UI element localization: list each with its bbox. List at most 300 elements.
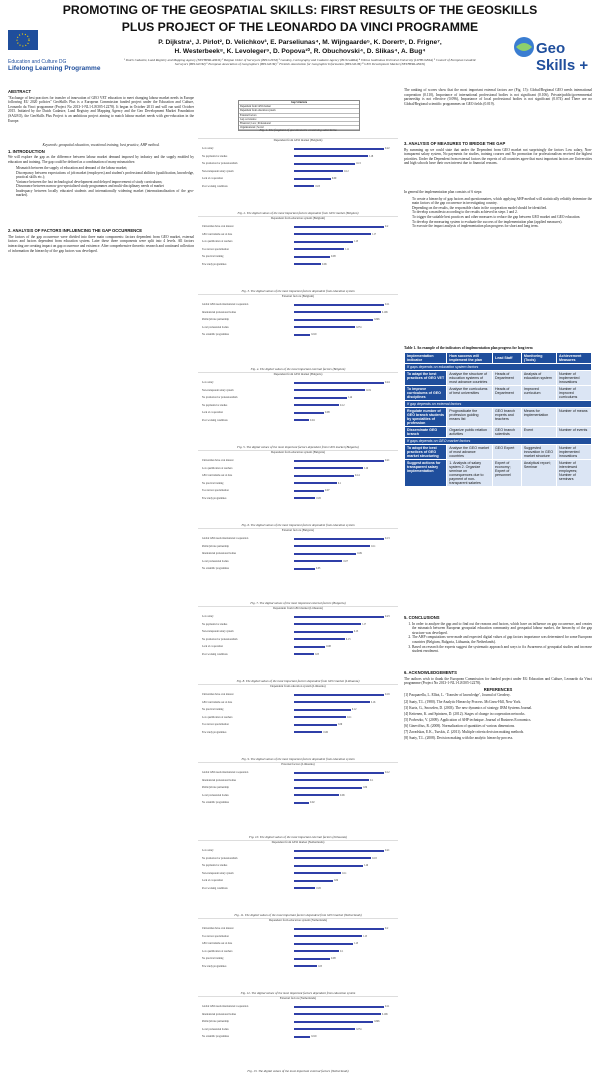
geoskills-logo-text: Geo Skills + <box>536 40 589 74</box>
table-cell: Heads of Department <box>493 386 522 401</box>
implementation-table <box>404 352 592 487</box>
chart-caption: Fig. 13. The digital values of the most important external factors (Netherlands) <box>247 1069 349 1073</box>
bar-value-label: 0.08 <box>325 411 330 414</box>
keywords: Keywords: geospatial education, vocational training, best practice, AHP method. <box>42 143 160 148</box>
bar <box>294 731 322 733</box>
bar-value-label: 0.106 <box>381 310 388 314</box>
table-row <box>405 427 592 438</box>
right-column-top <box>404 88 592 298</box>
table-row <box>405 408 592 427</box>
bar <box>294 772 384 774</box>
bar-value-label: 0.12 <box>385 771 390 774</box>
bar-value-label: 0.2 <box>385 927 389 930</box>
reference: [8] Saaty, T.L. (2008). Decision making with the analytic hierarchy process. <box>404 736 514 741</box>
bar-label: Low qualification of teachers <box>202 240 233 243</box>
bar-label: Too narrow specialisation <box>202 489 229 492</box>
bar-label: Too narrow specialisation <box>202 247 229 251</box>
bar-label: No scientific programmes <box>202 333 229 336</box>
bar-value-label: 0.09 <box>331 177 337 180</box>
bar <box>294 233 371 235</box>
table-header: Monitoring (Tools) <box>521 353 556 364</box>
fragment-row: Dependent from GEO market <box>239 105 359 109</box>
bar-value-label: 0.09 <box>357 552 362 555</box>
chart-3 <box>198 294 398 371</box>
table-cell: To adopt the best practices of GEO market structuring <box>405 445 447 460</box>
bar-label: No scientific programmes <box>202 801 229 804</box>
refs-heading: REFERENCES <box>483 686 513 692</box>
bar-value-label: 0.096 <box>373 318 380 321</box>
bar-value-label: 0.09 <box>337 723 343 726</box>
bar <box>294 170 343 172</box>
bar-label: Universities have own interest <box>202 225 234 228</box>
table-row <box>405 445 592 460</box>
table-header: How success will implement the plan <box>447 353 493 364</box>
bar-value-label: 0.05 <box>314 652 320 656</box>
bar <box>294 701 370 703</box>
bar-value-label: 0.11 <box>385 1005 390 1008</box>
title-line-1: PROMOTING OF THE GEOSPATIAL SKILLS: FIRST RESULTS OF THE GEOSKILLS <box>62 3 538 17</box>
table-cell: Number of means <box>556 408 591 427</box>
intro-text: We will explore the gap as the difference between labour market demand imposed by industry and the supply enabled by education and training. The gap could be defined as a combination of many mismatches: <box>8 155 194 164</box>
bar <box>294 965 317 967</box>
bar <box>294 1021 373 1023</box>
bar <box>294 419 309 421</box>
bar <box>294 397 347 399</box>
bar-value-label: 0.11 <box>344 247 349 251</box>
bar-label: Universities have own interest <box>202 459 234 462</box>
bar-label: Non-transparent salary system <box>202 630 234 633</box>
bar-value-label: 0.06 <box>323 730 328 734</box>
bar <box>294 616 384 618</box>
bar <box>294 155 368 157</box>
table-cell: Heads of Department <box>493 371 522 386</box>
table-cell: Analysis of education system <box>521 371 556 386</box>
table-cell: Improved curriculum <box>521 386 556 401</box>
bar-label: Low salary <box>202 147 214 150</box>
bar <box>294 568 315 570</box>
table-cell: Regulate number of GEO branch students by specialties of profession <box>405 408 447 427</box>
fragment-row: Dependent from education system <box>239 109 359 113</box>
table-cell: GEO branch experts and teachers <box>493 408 522 427</box>
bar-value-label: 0.14 <box>355 474 360 477</box>
bar-label: Universities have own interest <box>202 693 234 696</box>
bar-value-label: 0.07 <box>343 559 348 563</box>
bar-value-label: 0.05 <box>316 496 321 500</box>
chart-8 <box>198 684 398 761</box>
bar-value-label: 0.11 <box>371 544 376 548</box>
bar-label: Lack of cooperation <box>202 411 223 414</box>
bar-label: Non-transparent salary system <box>202 871 234 875</box>
bar-value-label: 0.15 <box>353 630 359 633</box>
bar-value-label: 0.21 <box>385 849 390 852</box>
bar <box>294 560 342 562</box>
bar <box>294 850 384 852</box>
table-header-row <box>405 353 592 364</box>
chart-caption: Fig. 7. The digital values of the most important external factors (Bulgaria) <box>250 601 346 605</box>
list-item: 2. The AHP computations were made and expected digital values of gap factors importance was determined for some European countries (Belgium, Bulgaria, Lithuania, the Netherlands). <box>412 635 592 644</box>
bar-label: Global GEO needs international cooperation <box>202 771 249 774</box>
chart-caption: Fig. 12. The digital values of the most important factors dependent from education system <box>240 991 356 995</box>
questionnaire-fragment <box>238 100 360 131</box>
bar-label: Low salary <box>202 615 214 618</box>
bar-value-label: 0.019 <box>310 1035 317 1038</box>
bar <box>294 311 381 313</box>
table-cell: Event <box>521 427 556 438</box>
reference: [1] Pasquarella, L. Elliot, L. ‘Transfer of knowledge’, Journal of Geodesy. <box>404 693 511 698</box>
bar <box>294 1006 384 1008</box>
bar-value-label: 0.074 <box>355 325 362 329</box>
list-item: • Discrepancy between expectations of job market (employers) and student's professional abilities (qualification, knowledge, practical skills etc.); <box>16 171 194 180</box>
bar-value-label: 0.22 <box>385 147 390 150</box>
ack-heading: 6. ACKNOWLEDGEMENTS <box>404 670 457 676</box>
table-cell: Number of implemented innovations <box>556 445 591 460</box>
bar-value-label: 0.019 <box>310 333 317 336</box>
bar-label: Poor working conditions <box>202 886 228 890</box>
bar <box>294 802 309 804</box>
bar-label: GEO curriculums out of date <box>202 700 233 704</box>
chart-title: Dependent from GEO market (Belgium) <box>273 138 323 142</box>
list-item: • Variance between the fast technological development and delayed improvement of study curriculums; <box>16 180 194 185</box>
bar <box>294 653 314 655</box>
table-cell: Number of implemented innovations <box>556 371 591 386</box>
table-caption: Table 1. An example of the indicators of implementation plan progress for long term <box>404 346 533 350</box>
bar <box>294 460 384 462</box>
fragment-title: Gap Structure <box>239 101 359 105</box>
bar-label: GEO curriculums out of date <box>202 942 233 945</box>
bar <box>294 538 384 540</box>
list-item: • Mismatch between the supply of education and demand of the labour market; <box>16 166 194 171</box>
bar-label: Global GEO needs international cooperation <box>202 303 249 306</box>
chart-6 <box>198 528 398 605</box>
right-column-bottom <box>404 614 592 1088</box>
bar-value-label: 0.05 <box>316 886 321 890</box>
bar-value-label: 0.23 <box>385 615 390 618</box>
bar <box>294 1036 310 1038</box>
ack-text: The authors wish to thank the European Commission for funded project under EG Education and Culture, Leonardo da Vinci programme (Project No 2013-1-NL1-LEO05-12278). <box>404 676 592 686</box>
bar-value-label: 0.106 <box>381 1012 388 1016</box>
table-cell: Number of events <box>556 427 591 438</box>
bar-value-label: 0.05 <box>315 184 320 188</box>
bar <box>294 404 339 406</box>
bar-label: Poor working conditions <box>202 184 228 188</box>
chart-title: Dependent from education system (Belgium) <box>270 216 326 220</box>
globe-icon <box>512 34 536 60</box>
table-cell: Prognosticate the profession guiding means list <box>447 408 493 427</box>
bar-label: Low qualification of teachers <box>202 949 233 953</box>
table-group-label: If gap depends on external factors <box>405 401 592 408</box>
bar-label: Low salary <box>202 849 214 852</box>
bar <box>294 256 330 258</box>
conclusions-heading: 5. CONCLUSIONS <box>404 615 440 620</box>
reference: [5] Podvezko, V. (2009). Application of AHP technique. Journal of Business Economics. <box>404 717 532 722</box>
chart-title: Dependent from GEO market (Netherlands) <box>271 840 325 844</box>
reference: [3] Kurtz, G., Snowden, D. (2003). The new dynamics of strategy. IBM Systems Journal. <box>404 705 533 710</box>
chart-title: External factors (Bulgaria) <box>281 528 315 532</box>
bar-label: Few study programmes <box>202 496 227 500</box>
bar-label: Local professional bodies <box>202 325 229 329</box>
bar-label: Local professional bodies <box>202 559 229 563</box>
bar <box>294 1013 381 1015</box>
bar-value-label: 0.07 <box>325 489 330 492</box>
bar <box>294 334 310 336</box>
fragment-row: Organizational | Social <box>239 126 359 130</box>
bar-value-label: 0.17 <box>371 232 377 236</box>
bar <box>294 787 362 789</box>
bar-value-label: 0.16 <box>363 864 369 867</box>
table-cell: Number of interviewed employees; Number of seminars <box>556 460 591 487</box>
eu-logo-bottom-text: Lifelong Learning Programme <box>8 65 101 72</box>
chart-title: Dependent from education system (Netherlands) <box>268 918 328 922</box>
table-group-label: If gaps depends on GEO market factors <box>405 438 592 445</box>
bar <box>294 148 384 150</box>
mismatch-list <box>16 166 194 198</box>
bar-label: Global GEO needs international cooperation <box>202 537 249 540</box>
bar-value-label: 0.03 <box>315 567 321 570</box>
bar-label: No scientific programmes <box>202 567 229 570</box>
table-cell: To improve curriculums of GEO disciplines <box>405 386 447 401</box>
bar <box>294 694 384 696</box>
bar-label: Low qualification of teachers <box>202 466 233 470</box>
bar-label: No practical training <box>202 255 224 258</box>
affiliations: ¹ Dutch Cadastre, Land Registry and Mapping Agency (NETHERLANDS) ² Belgian Order of Surveyors (BELGIUM) ³ Geodesy, Cartography and Cadastre Agency (BULGARIA) ⁴ Vilnius Gediminas Technical University (LITHUANIA) ⁵ Council of European Geodetic Surveyors (BELGIUM) ⁶ European Association of Geographers (BELGIUM) ⁷ Flemish Association for Geographic Information (BELGIUM) ⁸ GEO Development Market (NETHERLANDS) <box>123 58 477 67</box>
bar <box>294 475 354 477</box>
bar-value-label: 0.13 <box>353 240 359 243</box>
bar <box>294 545 370 547</box>
bar-label: Lack of cooperation <box>202 879 223 882</box>
bar-label: GEO curriculums out of date <box>202 474 233 477</box>
steps-list <box>412 197 592 229</box>
bar-label: Lack of cooperation <box>202 177 223 180</box>
bar-value-label: 0.06 <box>322 262 327 266</box>
table-cell: Organize public relation activities <box>447 427 493 438</box>
measures-text: By summing up we could state that under the Dependent from GEO market not surprisingly the factors Low salary, Non-transparent salary system, No payments for studies, training courses and No promotion for professionalism received the highest priorities. Under the Dependent from external factors the experts of all countries agree that most important factors are Universities and high schools have their own interest due to financial reasons. <box>404 147 592 166</box>
chart-7 <box>198 606 398 683</box>
bar-label: Local professional bodies <box>202 793 229 797</box>
table-header: Implementation indicator <box>405 353 447 364</box>
bar <box>294 950 339 952</box>
bar-value-label: 0.08 <box>331 255 336 258</box>
list-item: • Dissonance between narrow geo-specialized study programmes and multi-disciplinary needs of market <box>16 184 194 189</box>
bar-label: Non-transparent salary system <box>202 388 234 392</box>
bar-value-label: 0.2 <box>385 225 389 228</box>
bar-label: Few study programmes <box>202 262 227 266</box>
fragment-row: Financial | Law | Professional <box>239 122 359 126</box>
bar <box>294 178 331 180</box>
chart-caption: Fig. 11. The digital values of the most important factors dependent from GEO market (Netherlands) <box>234 913 362 917</box>
bar <box>294 935 362 937</box>
table-cell: 1. Analysis of salary system 2. Organize seminar on consequences due to payment of non-transparent salaries <box>447 460 493 487</box>
chart-11 <box>198 918 398 995</box>
left-column <box>8 88 194 1088</box>
bar-value-label: 0.12 <box>351 708 357 711</box>
bar-label: International professional bodies <box>202 552 236 555</box>
bar-value-label: 0.13 <box>385 537 390 540</box>
list-item: • Inadequacy between locally educated students and internationally widening market (internationalization of the geo-market). <box>16 189 194 198</box>
table-cell: Suggested innovation in GEO market structure <box>521 445 556 460</box>
fragment-caption: Fig. 1. The fragment of questionnaire containing subcriteria <box>259 128 337 132</box>
bar-value-label: 0.11 <box>385 303 390 306</box>
bar <box>294 490 324 492</box>
table-row <box>405 386 592 401</box>
bar-value-label: 0.096 <box>373 1020 380 1023</box>
bar <box>294 482 337 484</box>
bar-value-label: 0.05 <box>317 964 323 968</box>
bar-value-label: 0.1 <box>337 481 342 485</box>
bar-value-label: 0.18 <box>372 856 377 860</box>
bar <box>294 880 333 882</box>
bar-label: Local professional bodies <box>202 1027 229 1031</box>
bar-label: Non-transparent salary system <box>202 169 234 173</box>
bar <box>294 1028 355 1030</box>
bar <box>294 185 314 187</box>
bar-value-label: 0.21 <box>385 459 390 462</box>
table-cell: GEO Expert <box>493 445 522 460</box>
chart-caption: Fig. 6. The digital values of the most important factors dependent from education system <box>241 523 355 527</box>
bar-label: Lack of cooperation <box>202 645 223 648</box>
bar-label: Public/private partnership <box>202 318 229 321</box>
abstract-text: "Exchange of best practices for transfer of innovation of GEO VET education to meet changing labour market needs in Europe following EU 2020 policies" GeoSkills Plus is a European Commission funded project under the Education and Culture, Leonardo da Vinci programme (Project No 2013-1-NL1-LEO05-12278). It began in October 2013 and will run until October 2015. Initiated by the Dutch Cadastre, Land Registry and Mapping Agency and the Geo Development Market Foundation (SAGEO), the GeoSkills Plus Project is an ambitious project aiming to match labour market needs with geo-education in the Europe. <box>8 95 194 123</box>
table-cell: Suggest actions for transparent salary implementation <box>405 460 447 487</box>
authors-line-2: H. Westerbeek⁸, K. Levoleger⁹, D. Popova¹⁰, R. Obuchovski⁴, D. Slikas⁴, A. Bug⁴ <box>174 48 426 55</box>
bar-label: Global GEO needs international cooperation <box>202 1005 249 1008</box>
eu-flag-icon <box>8 30 68 52</box>
table-row <box>405 371 592 386</box>
bar <box>294 241 353 243</box>
table-cell: Analytical report; Seminar <box>521 460 556 487</box>
bar <box>294 304 384 306</box>
bar-value-label: 0.14 <box>347 396 353 399</box>
table-header: Achievement Measures <box>556 353 591 364</box>
chart-4 <box>198 372 398 449</box>
bar-label: International professional bodies <box>202 778 236 782</box>
bar-value-label: 0.11 <box>347 715 352 719</box>
bar <box>294 779 369 781</box>
table-cell: Analyse the structure of education systems of most advance countries <box>447 371 493 386</box>
bar-value-label: 0.08 <box>331 957 336 960</box>
bar <box>294 553 356 555</box>
analysis-text: The factors of the gap occurrence were divided into three main components: factors dependent from GEO market, external factors and factors dependent from education system. Later these three components were split into 4 levels. All factors interacting are creating impact on gap occurrence and existence. After comprehensive theoretic research and continued collection of information the hierarchy of the gap factors was developed. <box>8 234 194 253</box>
analysis-heading: 2. ANALYSIS OF FACTORS INFLUENCING THE GAP OCCURRENCE <box>8 228 143 234</box>
bar <box>294 263 321 265</box>
bar-label: No scientific programmes <box>202 1035 229 1038</box>
chart-9 <box>198 762 398 839</box>
bar-label: Universities have own interest <box>202 927 234 930</box>
list-item: 1. In order to analyze the gap and to find out the reasons and factors, which have an influence on gap occurrence, and creates the mismatch between European geospatial education community and geospatial labour market, the hierarchy of the gap structure was developed. <box>412 622 592 636</box>
bar-value-label: 0.15 <box>356 162 361 165</box>
chart-title: External factors (Lithuania) <box>281 762 315 766</box>
bar-label: No payments for studies <box>202 622 228 626</box>
bar-value-label: 0.02 <box>310 801 315 804</box>
table-cell: Number of improved curriculums <box>556 386 591 401</box>
table-cell: GEO branch scientists <box>493 427 522 438</box>
bar-value-label: 0.11 <box>342 871 347 875</box>
bar-value-label: 0.24 <box>385 381 390 384</box>
table-cell: Analyse the curriculums of best universities <box>447 386 493 401</box>
bar-value-label: 0.09 <box>333 879 339 882</box>
list-item: • To develop the measuring system to evaluate the success of the implementation plan (applied measures). <box>412 220 592 225</box>
chart-title: Dependent from education system (Lithuania) <box>270 684 326 688</box>
table-header: Lead Staff <box>493 353 522 364</box>
bar <box>294 389 365 391</box>
table-cell: To adapt the best practices of GEO VET <box>405 371 447 386</box>
intro-heading: 1. INTRODUCTION <box>8 148 45 154</box>
bar <box>294 724 337 726</box>
charts-area <box>198 138 398 1088</box>
chart-title: Dependent from education system (Bulgaria) <box>270 450 326 454</box>
bar-label: No payments for studies <box>202 864 228 867</box>
table-cell: Expert of economy; Expert of personnel <box>493 460 522 487</box>
chart-10 <box>198 840 398 917</box>
authors <box>120 38 480 56</box>
bar <box>294 412 324 414</box>
chart-title: External factors (Belgium) <box>281 294 315 298</box>
bar-label: Public/private partnership <box>202 1020 229 1023</box>
chart-title: External factors (Netherlands) <box>279 996 317 1000</box>
bar <box>294 248 344 250</box>
ranking-text: The ranking of scores show that the most important external factors are (Fig. 15): Global/Regional GEO needs international cooperation (0.110), Importance of international professional bodies is not significant (0.106), Private/public/governmental partnership is not effective (0.096), Importance of local professional bodies is not significant (0.074) and There are no Global/Regional scientific programmes on GEO fields (0.019). <box>404 88 592 106</box>
chart-caption: Fig. 5. The digital values of the most important factors dependent from GEO market (Bulgaria) <box>237 445 359 449</box>
bar <box>294 638 345 640</box>
bar-label: Poor working conditions <box>202 418 228 422</box>
chart-title: Dependent from GEO market (Lithuania) <box>273 606 323 610</box>
bar <box>294 794 339 796</box>
table-group-label: If gaps depends on education system factors <box>405 364 592 371</box>
bar-value-label: 0.16 <box>363 466 369 470</box>
conclusions-list <box>412 622 592 654</box>
title-line-2: PLUS PROJECT OF THE LEONARDO DA VINCI PROGRAMME <box>121 20 479 34</box>
bar <box>294 497 315 499</box>
chart-caption: Fig. 4. The digital values of the most important external factors (Belgium) <box>250 367 346 371</box>
bar-value-label: 0.19 <box>366 388 371 392</box>
bar-label: No practical training <box>202 957 224 960</box>
reference: [4] Kettenen, K. and Spintzen, D. (2012). Stages of change in cooperation networks. <box>404 711 526 716</box>
bar <box>294 928 384 930</box>
bar-value-label: 0.074 <box>355 1027 362 1031</box>
reference: [7] Zavadskas, E.K., Turskis, Z. (2011). Multiple criteria decision making methods. <box>404 729 525 734</box>
bar <box>294 872 341 874</box>
bar-value-label: 0.16 <box>370 700 376 704</box>
bar-label: No promotion for professionalism <box>202 856 238 860</box>
bar-value-label: 0.12 <box>340 403 345 407</box>
bar-value-label: 0.17 <box>361 622 367 626</box>
chart-12 <box>198 996 398 1073</box>
bar-label: Too narrow specialisation <box>202 723 229 726</box>
bar-value-label: 0.06 <box>340 793 345 797</box>
list-item: • To develop a manifesto according to the results achieved in steps 1 and 2. <box>412 210 592 215</box>
bar <box>294 382 384 384</box>
eu-logo-top-text: Education and Culture DG <box>8 59 67 65</box>
authors-line-1: P. Dijkstra¹, J. Pirlot², D. Velichkov³, E. Parseliunas⁴, M. Wijngaarde⁵, K. Dorert⁶, D. Frigne⁷, <box>158 39 442 46</box>
bar-value-label: 0.19 <box>385 693 390 696</box>
abstract-heading: ABSTRACT <box>8 89 32 94</box>
measures-heading: 3. ANALYSIS OF MEASURES TO BRIDGE THE GAP <box>404 141 506 147</box>
eu-logo <box>8 30 118 76</box>
bar <box>294 958 330 960</box>
bar <box>294 631 353 633</box>
steps-intro: In general the implementation plan consists of 6 steps: <box>404 190 483 195</box>
list-item: • To trigger the suitable best practices and other measures to reduce the gap between GEO market and GEO education. <box>412 215 592 220</box>
bar-value-label: 0.09 <box>362 786 368 789</box>
bar <box>294 887 315 889</box>
bar-value-label: 0.04 <box>310 418 315 422</box>
bar-label: Low qualification of teachers <box>202 715 233 719</box>
bar-value-label: 0.1 <box>340 949 344 953</box>
bar-label: GEO curriculums out of date <box>202 232 233 236</box>
list-item: • Depending on the results, the responsible chain in the cooperation model should be identified. <box>412 206 592 211</box>
bar <box>294 865 363 867</box>
reference: [2] Saaty, T.L. (1980). The Analytic Hierarchy Process. McGraw-Hill, New York. <box>404 699 522 704</box>
chart-title: Dependent from GEO market (Bulgaria) <box>273 372 323 376</box>
